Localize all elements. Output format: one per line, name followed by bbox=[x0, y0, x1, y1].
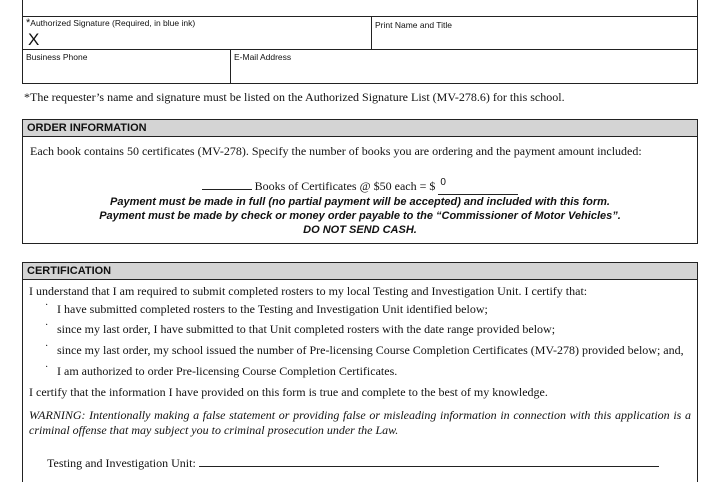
required-asterisk: * bbox=[26, 17, 31, 29]
certification-bullet bbox=[45, 320, 556, 337]
certification-intro: I understand that I am required to submit completed rosters to my local Testing and Investigation Unit. I certify that: bbox=[29, 284, 588, 298]
certification-header: CERTIFICATION bbox=[23, 263, 697, 280]
payment-rule-2: Payment must be made by check or money order payable to the “Commissioner of Motor Vehicles”. bbox=[99, 210, 621, 222]
signature-table bbox=[22, 0, 698, 84]
order-information-section bbox=[22, 119, 698, 244]
requester-note bbox=[24, 90, 565, 105]
table-divider bbox=[23, 49, 697, 50]
certification-bullet bbox=[45, 300, 488, 317]
authorized-signature-field[interactable] bbox=[26, 17, 366, 48]
certification-bullet bbox=[45, 341, 684, 358]
bullet-marker: · bbox=[45, 362, 49, 373]
print-name-label: Print Name and Title bbox=[375, 20, 453, 30]
note-asterisk: * bbox=[24, 90, 30, 104]
no-cash-notice: DO NOT SEND CASH. bbox=[303, 224, 417, 236]
payment-amount-input[interactable] bbox=[438, 179, 518, 195]
payment-amount-value: 0 bbox=[440, 177, 446, 188]
bullet-text: since my last order, my school issued the number of Pre-licensing Course Completion Certificates (MV-278) provided below; and, bbox=[57, 343, 684, 357]
email-field[interactable] bbox=[234, 52, 694, 80]
bullet-text: since my last order, I have submitted to that Unit completed rosters with the date range provided below; bbox=[57, 322, 556, 336]
order-information-header: ORDER INFORMATION bbox=[23, 120, 697, 137]
certification-bullet bbox=[45, 362, 398, 379]
certification-section bbox=[22, 262, 698, 482]
books-line-text: Books of Certificates @ $50 each = $ bbox=[254, 179, 436, 193]
authorized-signature-label: Authorized Signature (Required, in blue ink) bbox=[30, 18, 196, 28]
bullet-marker: · bbox=[45, 300, 49, 311]
books-quantity-input[interactable] bbox=[202, 177, 252, 190]
bullet-marker: · bbox=[45, 341, 49, 352]
print-name-field[interactable] bbox=[375, 20, 695, 47]
testing-unit-row bbox=[47, 454, 659, 471]
table-divider bbox=[230, 49, 231, 83]
true-complete-statement: I certify that the information I have provided on this form is true and complete to the best of my knowledge. bbox=[29, 385, 548, 399]
payment-rule-1: Payment must be made in full (no partial payment will be accepted) and included with this form. bbox=[110, 196, 610, 208]
bullet-text: I am authorized to order Pre-licensing Course Completion Certificates. bbox=[57, 364, 398, 378]
signature-x-marker: X bbox=[28, 30, 40, 49]
table-divider bbox=[371, 16, 372, 49]
testing-unit-label: Testing and Investigation Unit: bbox=[47, 456, 196, 470]
order-intro: Each book contains 50 certificates (MV-278). Specify the number of books you are ordering and the payment amount included: bbox=[30, 144, 642, 158]
email-label: E-Mail Address bbox=[234, 52, 292, 62]
warning-text: WARNING: Intentionally making a false statement or providing false or misleading information in connection with this application is a criminal offense that may subject you to criminal prosecution under the Law. bbox=[29, 408, 691, 437]
business-phone-field[interactable] bbox=[26, 52, 226, 80]
note-text: The requester’s name and signature must be listed on the Authorized Signature List (MV-278.6) for this school. bbox=[30, 90, 565, 104]
books-line bbox=[23, 177, 697, 195]
bullet-text: I have submitted completed rosters to the Testing and Investigation Unit identified below; bbox=[57, 302, 488, 316]
business-phone-label: Business Phone bbox=[26, 52, 88, 62]
testing-unit-input[interactable] bbox=[199, 454, 659, 467]
bullet-marker: · bbox=[45, 320, 49, 331]
